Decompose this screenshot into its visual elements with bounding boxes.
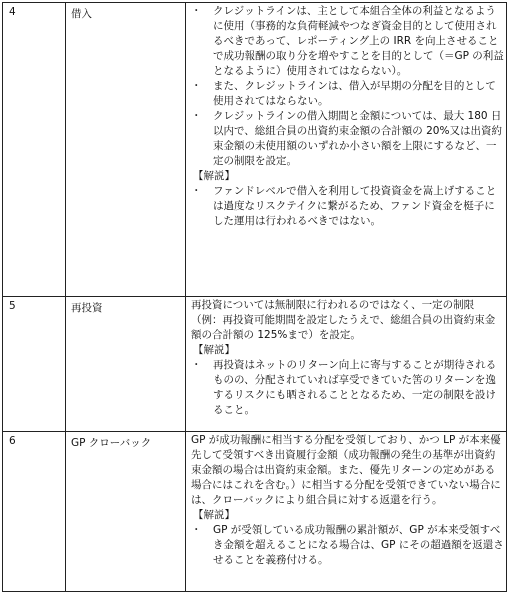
row-number: 5 [9,300,16,312]
row-body [191,433,505,568]
row-body [191,298,505,418]
row-item-label: 再投資 [71,302,103,314]
bullet-item: ・ また、クレジットラインは、借入が早期の分配を目的として使用されてはならない。 [191,79,505,109]
row-item-label: 借入 [71,8,92,20]
table-row-reinvestment [3,296,506,431]
note-heading: 【解説】 [193,170,235,182]
note-bullet: ・ ファンドレベルで借入を利用して投資資金を嵩上げすることは過度なリスクテイクに繋がるため、ファンド資金を梃子にした運用は行われるべきではない。 [191,184,505,229]
table-row-gp-clawback [3,431,506,591]
row-body [191,4,505,229]
row-number: 4 [9,6,16,18]
note-bullet: ・ 再投資はネットのリターン向上に寄与することが期待されるものの、分配されていれば享受できていた筈のリターンを逸するリスクにも晒されることとなるため、一定の制限を設けること。 [191,358,505,418]
document-table [2,2,507,592]
note-heading: 【解説】 [193,509,235,521]
row-item-label: GP クローバック [71,437,152,449]
row-text: 再投資については無制限に行われるのではなく、一定の制限（例：再投資可能期間を設定したうえで、総組合員の出資約束金額の合計額の 125%まで）を設定。 [191,299,496,341]
row-number: 6 [9,435,16,447]
note-heading: 【解説】 [193,344,235,356]
note-bullet: ・ GP が受領している成功報酬の累計額が、GP が本来受領すべき金額を超えることになる場合は、GP にその超過額を返還させることを義務付ける。 [191,523,505,568]
bullet-item: ・ クレジットラインは、主として本組合全体の利益となるように使用（事務的な負荷軽減やつなぎ資金目的として使用されるべきであって、レポーティング上の IRR を向上させることで成功報酬の取り分を増やすことを目的として（＝GP の利益となるように）使用されてはならない）。 [191,4,505,79]
bullet-item: ・ クレジットラインの借入期間と金額については、最大 180 日以内で、総組合員の出資約束金額の合計額の 20%又は出資約束金額の未使用額のいずれか小さい額を上限にするなど、一定の制限を設定。 [191,109,505,169]
table-row-borrowing [3,3,506,296]
row-text: GP が成功報酬に相当する分配を受領しており、かつ LP が本来優先して受領すべき出資履行金額（成功報酬の発生の基準が出資約束金額の場合は出資約束金額。また、優先リターンの定めがある場合にはこれを含む。）に相当する分配を受領できていない場合には、クローバックにより組合員に対する返還を行う。 [191,434,501,506]
